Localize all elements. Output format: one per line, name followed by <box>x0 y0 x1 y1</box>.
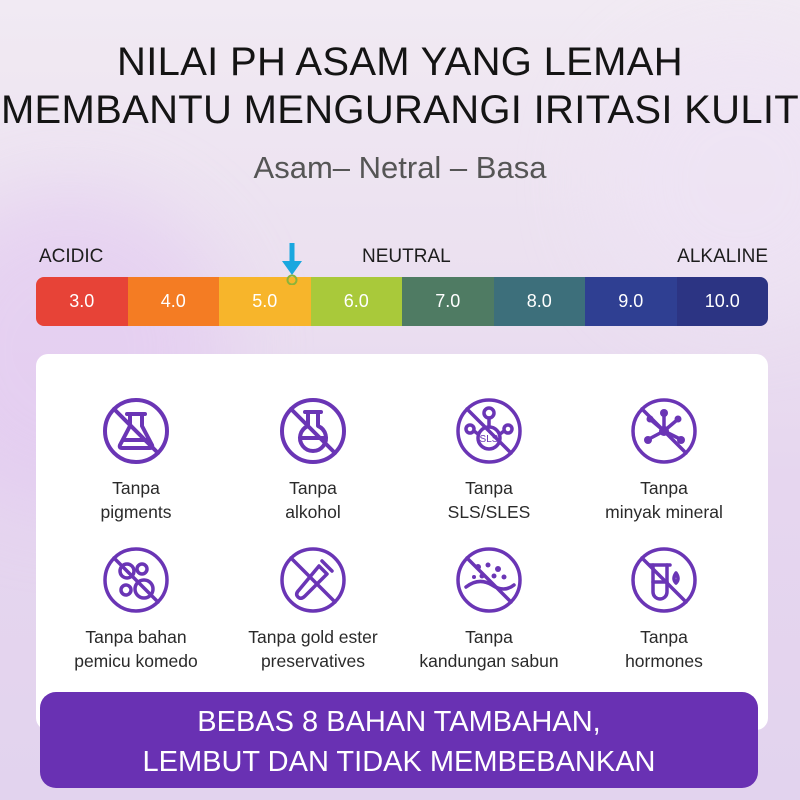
feature-item <box>399 396 579 524</box>
ph-segment: 3.0 <box>36 277 128 326</box>
feature-item <box>46 545 226 673</box>
ph-segment: 5.0 <box>219 277 311 326</box>
feature-caption-line-2: kandungan sabun <box>419 651 559 671</box>
sls-molecule-crossed-icon <box>454 396 524 466</box>
ph-segment: 9.0 <box>585 277 677 326</box>
page-subtitle: Asam– Netral – Basa <box>253 150 547 185</box>
ph-segment: 6.0 <box>311 277 403 326</box>
feature-item <box>223 545 403 673</box>
feature-caption-line-1: Tanpa <box>112 478 160 498</box>
banner-line-1: BEBAS 8 BAHAN TAMBAHAN, <box>197 706 601 738</box>
feature-caption-line-2: hormones <box>625 651 703 671</box>
feature-caption-line-2: pemicu komedo <box>74 651 198 671</box>
feature-caption-line-1: Tanpa bahan <box>85 627 187 647</box>
title-line-1: NILAI PH ASAM YANG LEMAH <box>117 40 683 84</box>
bottom-banner <box>40 692 758 788</box>
ph-segment: 8.0 <box>494 277 586 326</box>
feature-caption-line-1: Tanpa <box>465 478 513 498</box>
feature-item <box>574 545 754 673</box>
feature-item <box>399 545 579 673</box>
soap-crossed-icon <box>454 545 524 615</box>
neutral-label: NEUTRAL <box>362 246 451 267</box>
feature-caption-line-1: Tanpa <box>465 627 513 647</box>
feature-caption-line-1: Tanpa gold ester <box>248 627 378 647</box>
bubbles-crossed-icon <box>101 545 171 615</box>
feature-caption-line-2: alkohol <box>285 502 341 522</box>
sls-icon-lettering: SLS <box>479 434 499 445</box>
page-title <box>0 38 800 134</box>
feature-caption-line-2: minyak mineral <box>605 502 723 522</box>
feature-caption-line-1: Tanpa <box>289 478 337 498</box>
feature-item <box>574 396 754 524</box>
feature-caption-line-2: preservatives <box>260 651 366 671</box>
molecule-crossed-icon <box>629 396 699 466</box>
feature-caption-line-2: SLS/SLES <box>447 502 531 522</box>
round-flask-crossed-icon <box>278 396 348 466</box>
ph-marker-arrow-icon <box>281 243 303 285</box>
feature-caption-line-1: Tanpa <box>640 627 688 647</box>
ph-scale-labels <box>36 246 768 270</box>
feature-caption-line-2: pigments <box>100 502 172 522</box>
banner-line-2: LEMBUT DAN TIDAK MEMBEBANKAN <box>142 746 656 778</box>
title-line-2: MEMBANTU MENGURANGI IRITASI KULIT <box>0 88 800 132</box>
ph-segment: 10.0 <box>677 277 769 326</box>
ph-segment: 7.0 <box>402 277 494 326</box>
feature-item <box>46 396 226 524</box>
acidic-label: ACIDIC <box>39 246 104 267</box>
feature-caption-line-1: Tanpa <box>640 478 688 498</box>
dropper-crossed-icon <box>278 545 348 615</box>
test-tube-crossed-icon <box>629 545 699 615</box>
ph-scale-bar <box>36 277 768 326</box>
flask-crossed-icon <box>101 396 171 466</box>
ph-segment: 4.0 <box>128 277 220 326</box>
alkaline-label: ALKALINE <box>677 246 768 267</box>
feature-item <box>223 396 403 524</box>
